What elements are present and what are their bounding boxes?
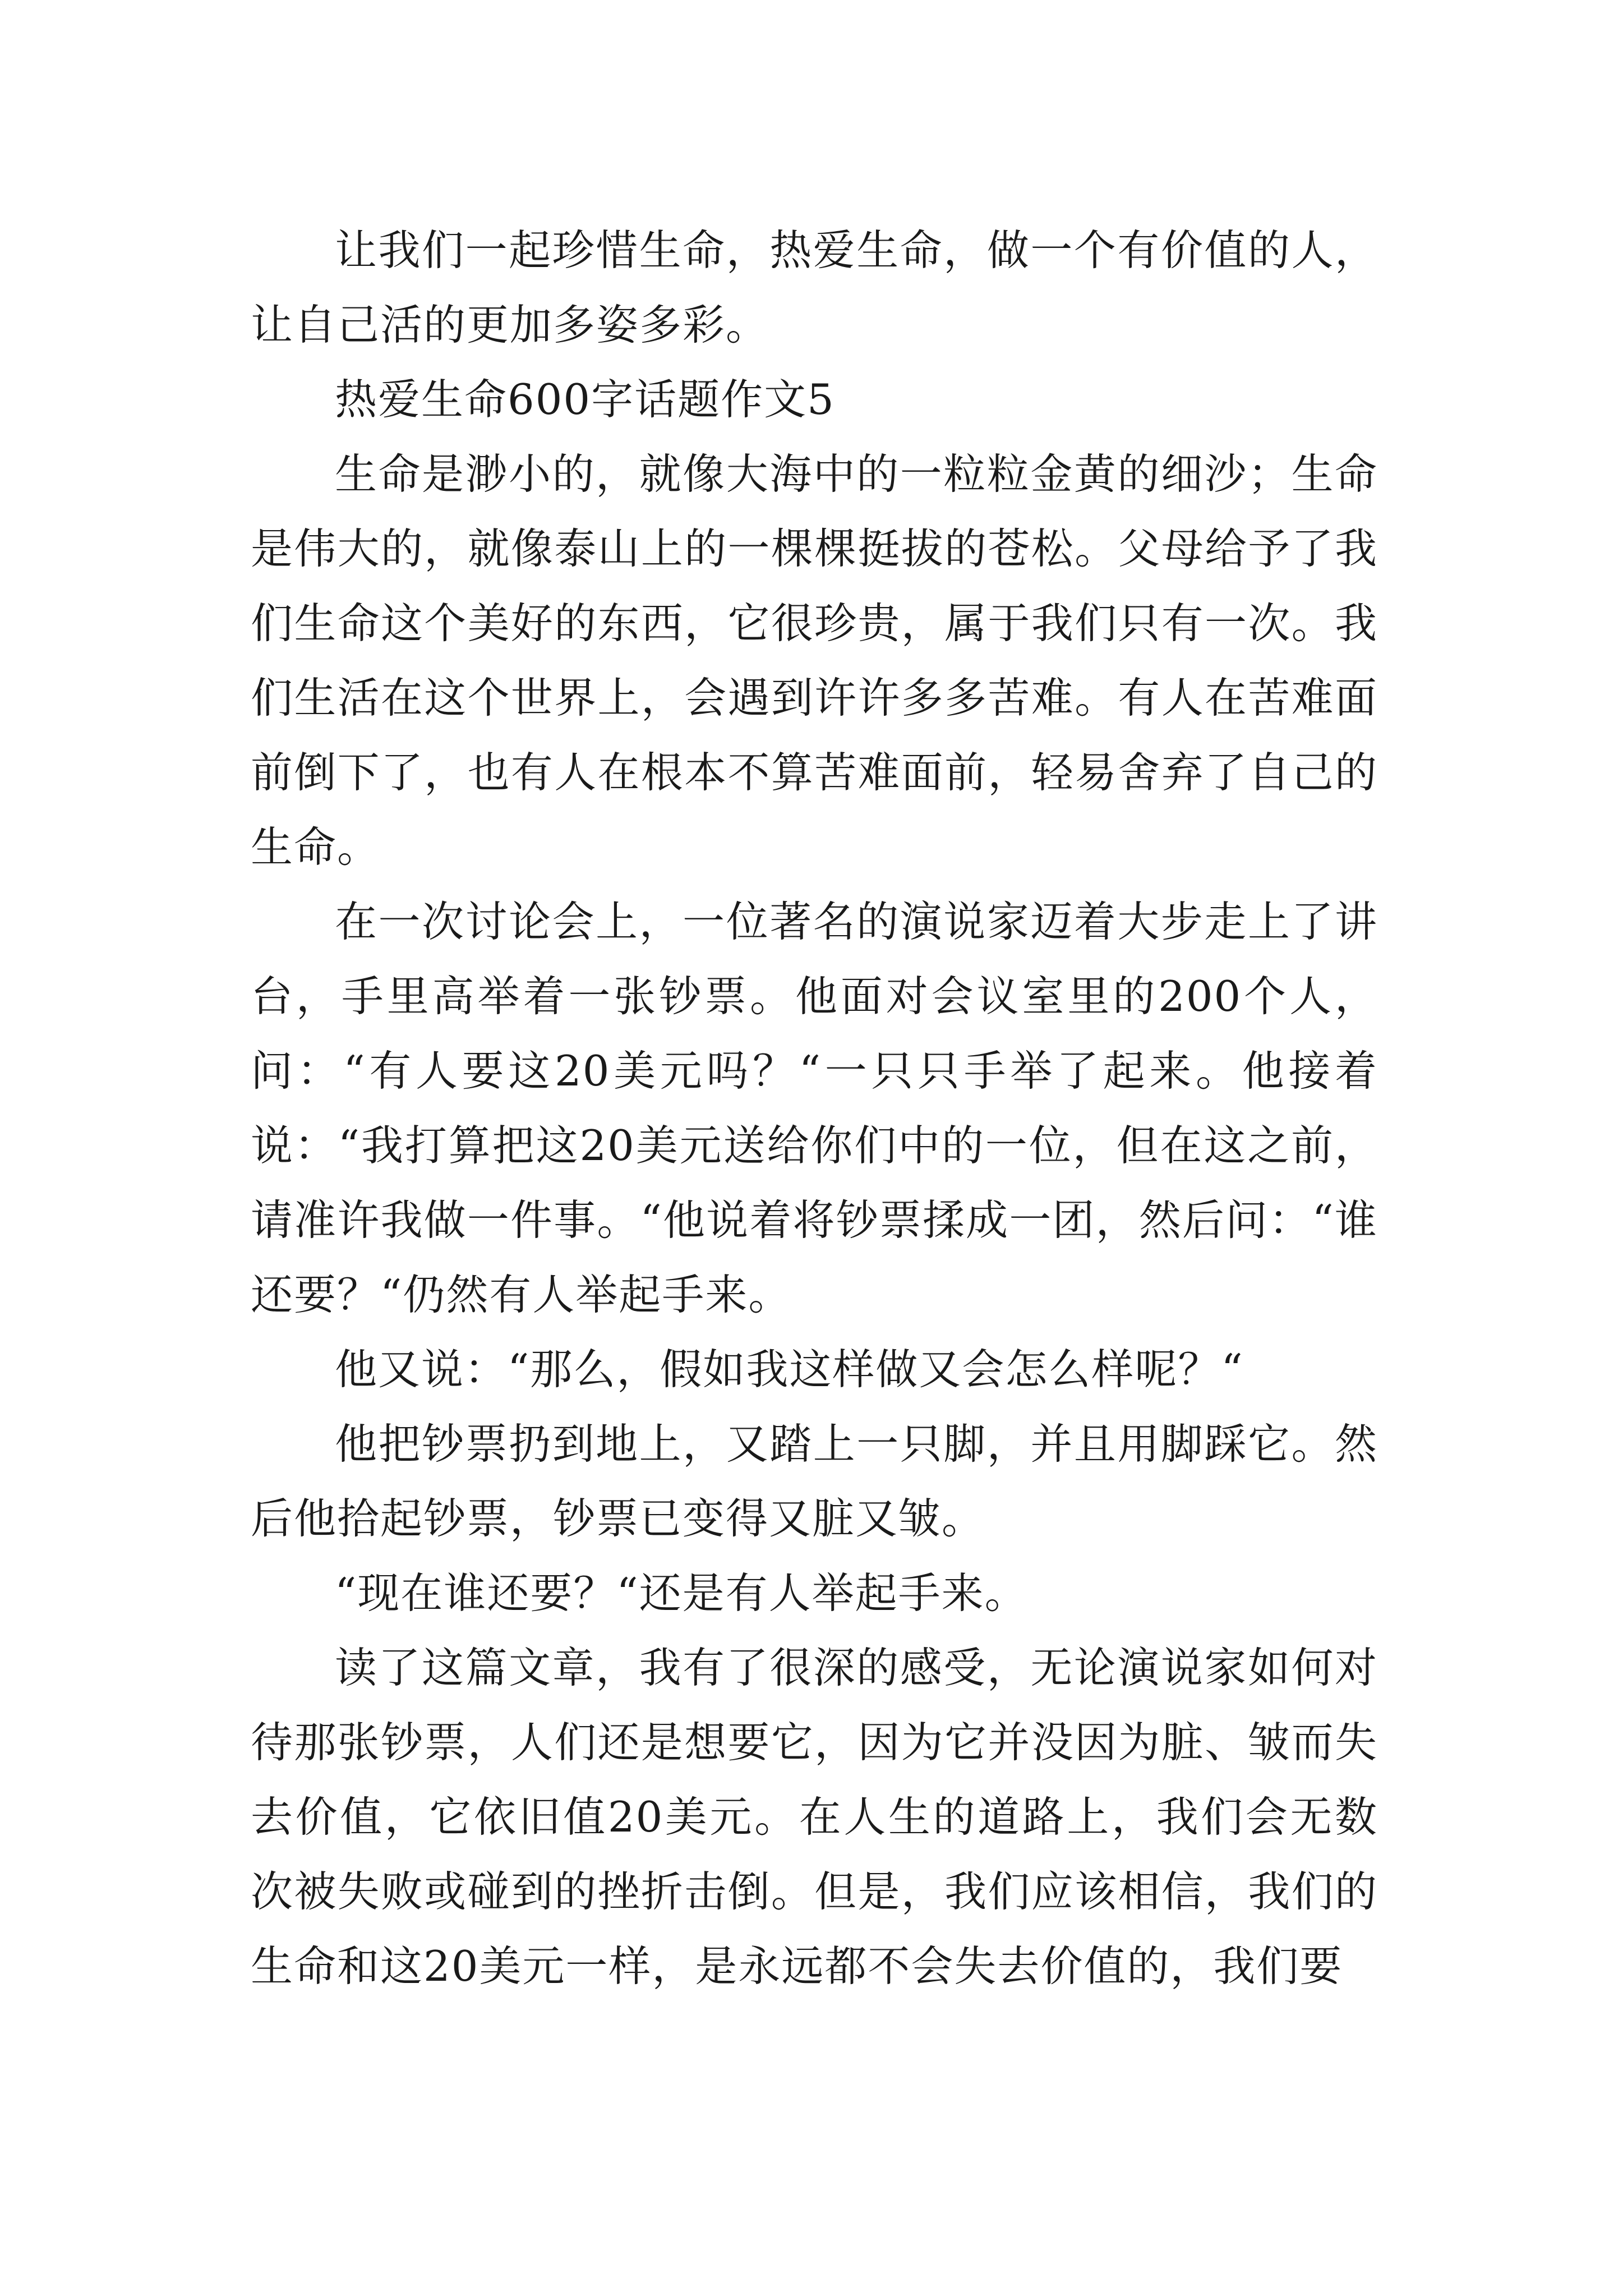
paragraph-closing-previous: 让我们一起珍惜生命，热爱生命，做一个有价值的人，让自己活的更加多姿多彩。	[251, 226, 1378, 349]
paragraph-dialogue: 他又说：“那么，假如我这样做又会怎么样呢？“	[335, 1345, 1244, 1394]
essay-heading: 热爱生命600字话题作文5	[335, 375, 835, 424]
document-body	[251, 213, 1378, 2004]
paragraph-story: 在一次讨论会上，一位著名的演说家迈着大步走上了讲台，手里高举着一张钞票。他面对会议室里的200个人，问：“有人要这20美元吗？“一只只手举了起来。他接着说：“我打算把这20美元送给你们中的一位，但在这之前，请准许我做一件事。“他说着将钞票揉成一团，然后问：“谁还要？“仍然有人举起手来。	[251, 897, 1378, 1319]
paragraph-reflection: 读了这篇文章，我有了很深的感受，无论演说家如何对待那张钞票，人们还是想要它，因为它并没因为脏、皱而失去价值，它依旧值20美元。在人生的道路上，我们会无数次被失败或碰到的挫折击倒。但是，我们应该相信，我们的生命和这20美元一样，是永远都不会失去价值的，我们要	[251, 1643, 1378, 1991]
paragraph-intro: 生命是渺小的，就像大海中的一粒粒金黄的细沙；生命是伟大的，就像泰山上的一棵棵挺拔的苍松。父母给予了我们生命这个美好的东西，它很珍贵，属于我们只有一次。我们生活在这个世界上，会遇到许许多多苦难。有人在苦难面前倒下了，也有人在根本不算苦难面前，轻易舍弃了自己的生命。	[251, 449, 1378, 872]
paragraph-action: 他把钞票扔到地上，又踏上一只脚，并且用脚踩它。然后他拾起钞票，钞票已变得又脏又皱。	[251, 1419, 1378, 1543]
paragraph-question: “现在谁还要？“还是有人举起手来。	[335, 1568, 1028, 1618]
